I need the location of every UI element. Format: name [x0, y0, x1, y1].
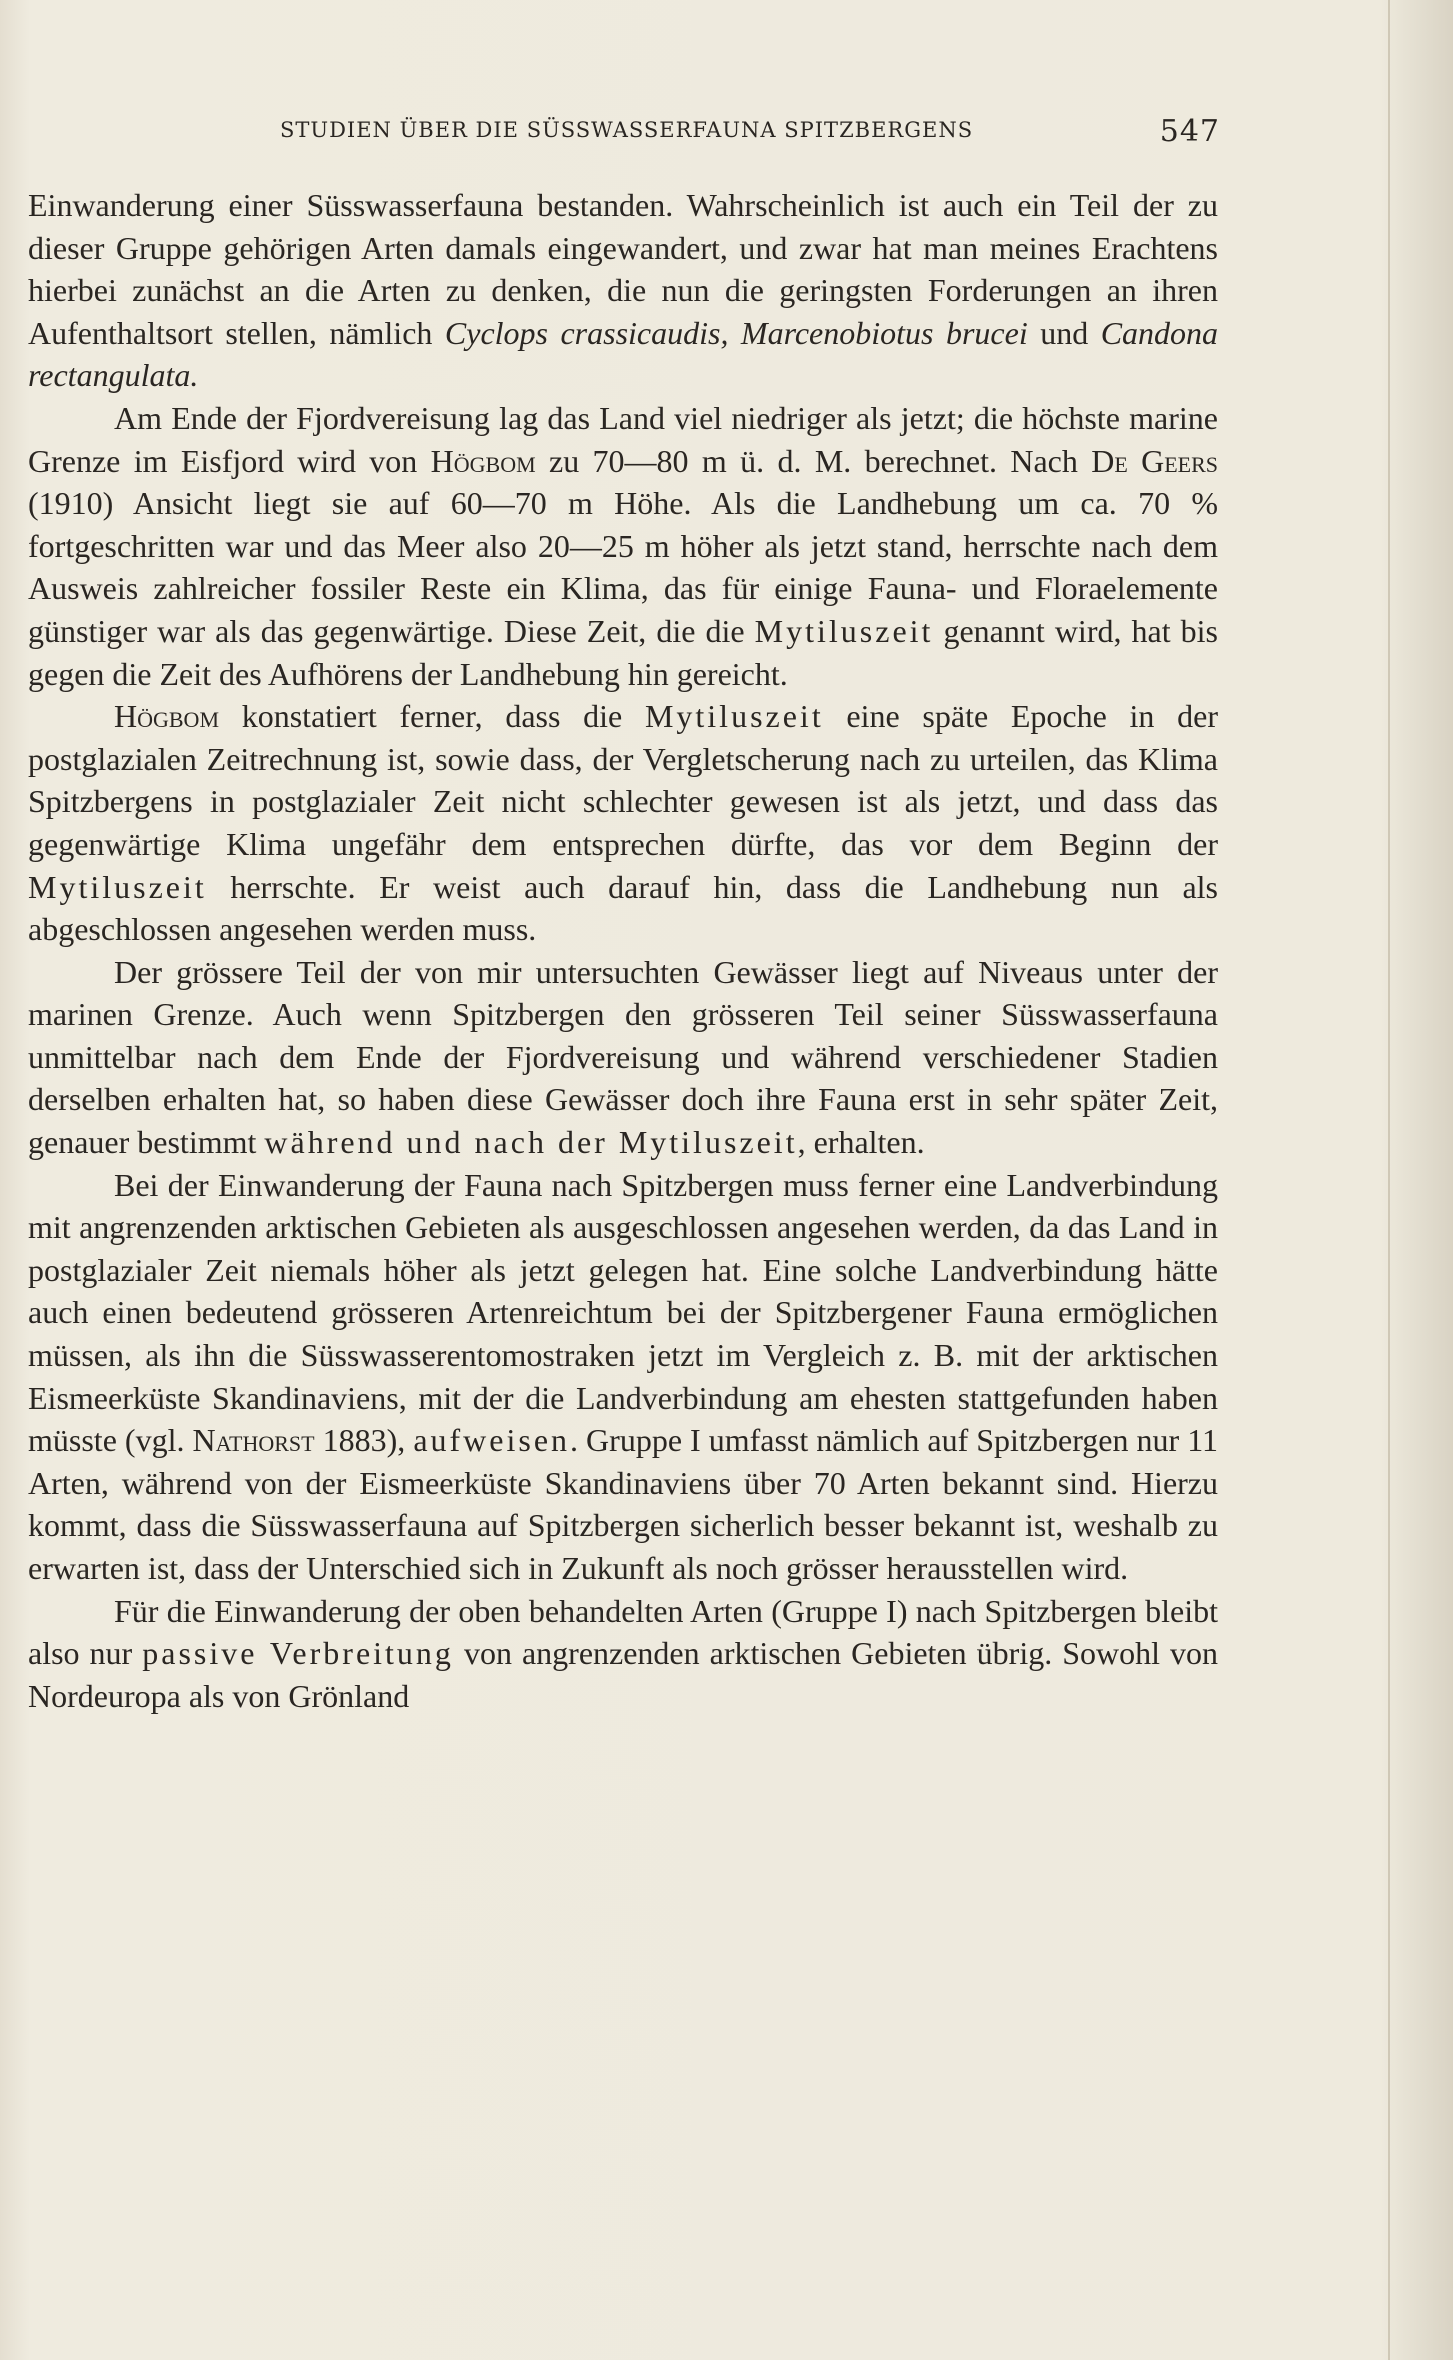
- text-run: Candona rectangulata.: [28, 314, 1219, 394]
- text-run: Mytiluszeit: [644, 698, 824, 735]
- text-run: genannt wird, hat bis gegen die Zeit des Aufhörens der Landhebung hin gereicht.: [28, 612, 1219, 692]
- paragraph: [28, 397, 1218, 695]
- page-header: [30, 114, 1220, 154]
- text-run: , erhalten.: [797, 1124, 925, 1161]
- text-run: Für die Einwanderung der oben behandelten Arten (Gruppe I) nach Spitzbergen bleibt also nur: [28, 1592, 1218, 1672]
- text-run: aufweisen: [413, 1422, 571, 1459]
- text-run: Mytiluszeit: [28, 868, 207, 905]
- text-run: Am Ende der Fjordvereisung lag das Land viel niedriger als jetzt; die höchste marine Grenze im Eisfjord wird von: [28, 399, 1218, 479]
- text-run: Einwanderung einer Süsswasserfauna bestanden. Wahrscheinlich ist auch ein Teil der zu dieser Gruppe gehörigen Arten damals eingewandert, und zwar hat man meines Erachtens hierbei zunächst an die Arten zu denken, die nun die geringsten Forderungen an ihren Aufenthaltsort stellen, nämlich: [28, 187, 1218, 351]
- text-run: passive Verbreitung: [142, 1635, 454, 1672]
- text-run: Bei der Einwanderung der Fauna nach Spitzbergen muss ferner eine Landverbindung mit angrenzenden arktischen Gebieten als ausgeschlossen angesehen werden, da das Land in postglazialer Zeit niemals höher als jetzt gelegen hat. Eine solche Landverbindung hätte auch einen bedeutend grösseren Artenreichtum bei der Spitzbergener Fauna ermöglichen müssen, als ihn die Süsswasserentomostraken jetzt im Vergleich z. B. mit der arktischen Eismeerküste Skandinaviens, mit der die Landverbindung am ehesten stattgefunden haben müsste (vgl.: [28, 1166, 1218, 1459]
- text-run: Cyclops crassicaudis, Marcenobiotus brucei: [444, 314, 1028, 351]
- text-run: Der grössere Teil der von mir untersuchten Gewässer liegt auf Niveaus unter der marinen Grenze. Auch wenn Spitzbergen den grösseren Teil seiner Süsswasserfauna unmittelbar nach dem Ende der Fjordvereisung und während verschiedener Stadien derselben erhalten hat, so haben diese Gewässer doch ihre Fauna erst in sehr später Zeit, genauer bestimmt: [28, 953, 1218, 1161]
- body-text: [28, 184, 1218, 1717]
- page-number: 547: [1159, 114, 1220, 149]
- paragraph: [28, 695, 1218, 951]
- paragraph: [28, 184, 1218, 397]
- paragraph: [28, 1590, 1218, 1718]
- paragraph: [28, 1164, 1218, 1590]
- text-run: Högbom: [114, 698, 220, 735]
- text-run: während und nach der Mytiluszeit: [264, 1124, 798, 1161]
- text-run: Nathorst: [192, 1422, 315, 1459]
- text-run: eine späte Epoche in der postglazialen Zeitrechnung ist, sowie dass, der Vergletscherung nach zu urteilen, das Klima Spitzbergens in postglazialer Zeit nicht schlechter gewesen ist als jetzt, und dass das gegenwärtige Klima ungefähr dem entsprechen dürfte, das vor dem Beginn der: [28, 698, 1219, 862]
- text-run: De Geers: [1091, 442, 1218, 479]
- text-run: von angrenzenden arktischen Gebieten übrig. Sowohl von Nordeuropa als von Grönland: [28, 1635, 1219, 1714]
- text-run: 1883),: [314, 1422, 414, 1459]
- running-title: STUDIEN ÜBER DIE SÜSSWASSERFAUNA SPITZBERGENS: [280, 118, 974, 142]
- text-run: Mytiluszeit: [754, 612, 934, 649]
- text-run: konstatiert ferner, dass die: [219, 698, 645, 735]
- text-run: Högbom: [430, 442, 536, 479]
- paragraph: [28, 951, 1218, 1164]
- text-run: herrschte. Er weist auch darauf hin, dass die Landhebung nun als abgeschlossen angesehen werden muss.: [28, 868, 1218, 948]
- text-run: (1910) Ansicht liegt sie auf 60—70 m Höhe. Als die Landhebung um ca. 70 % fortgeschritten war und das Meer also 20—25 m höher als jetzt stand, herrschte nach dem Ausweis zahlreicher fossiler Reste ein Klima, das für einige Fauna- und Floraelemente günstiger war als das gegenwärtige. Diese Zeit, die die: [28, 485, 1218, 649]
- text-run: . Gruppe I umfasst nämlich auf Spitzbergen nur 11 Arten, während von der Eismeerküste Skandinaviens über 70 Arten bekannt sind. Hierzu kommt, dass die Süsswasserfauna auf Spitzbergen sicherlich besser bekannt ist, weshalb zu erwarten ist, dass der Unterschied sich in Zukunft als noch grösser herausstellen wird.: [28, 1422, 1219, 1586]
- text-run: zu 70—80 m ü. d. M. berechnet. Nach: [535, 442, 1092, 479]
- text-run: und: [1027, 314, 1101, 351]
- page-edge-shadow: [1388, 0, 1390, 2360]
